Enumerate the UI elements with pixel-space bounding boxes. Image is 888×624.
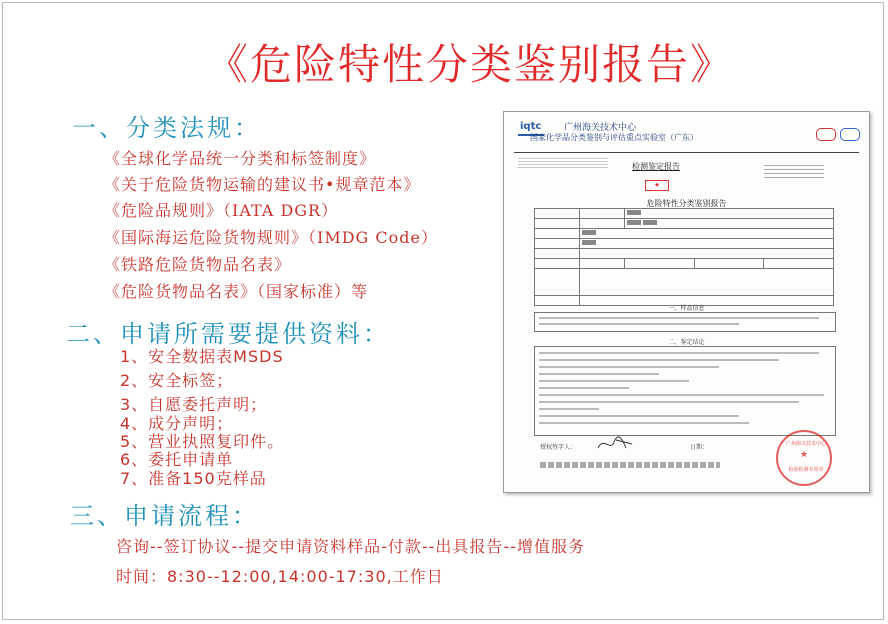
working-hours: 时间：8:30--12:00,14:00-17:30,工作日 [116,567,444,586]
regulation-item: 《铁路危险货物品名表》 [104,255,292,274]
footer-note [540,462,720,468]
regulation-item: 《危险货物品名表》（国家标准）等 [104,282,369,301]
material-item: 5、营业执照复印件。 [120,432,285,451]
sample-info-box [534,312,836,332]
report-number-lines [764,162,824,178]
material-item: 1、安全数据表MSDS [120,347,284,366]
material-item: 2、安全标签； [120,371,234,390]
signer-label: 授权签字人： [540,444,577,451]
regulation-item: 《关于危险货物运输的建议书•规章范本》 [104,175,421,194]
cnas-logo-icon [840,128,860,141]
process-flow: 咨询--签订协议--提交申请资料样品-付款--出具报告--增值服务 [116,537,585,556]
section-heading-materials: 二、申请所需要提供资料： [66,320,390,348]
section-heading-process: 三、申请流程： [70,502,259,530]
date-label: 日期： [690,444,709,451]
seal-subtext: 检验检测专用章 [788,467,824,473]
material-item: 4、成分声明； [120,414,234,433]
report-section-sample-info: 一、样品信息 [668,305,705,312]
conclusion-box [534,346,836,436]
regulation-item: 《危险品规则》（IATA DGR） [104,201,339,220]
seal-text: 广州海关技术中心 [785,441,826,447]
signature-mark [596,434,636,454]
page-title: 《危险特性分类鉴别报告》 [205,40,734,89]
sample-report-image [503,111,870,493]
report-subtitle: 危险特性分类鉴别报告 [646,199,727,208]
material-item: 3、自愿委托声明； [120,395,268,414]
iqtc-logo: iqtc [520,121,542,132]
report-org-name: 广州海关技术中心 [564,123,637,133]
report-lab-name: 国家化学品分类鉴别与评估重点实验室（广东） [530,133,698,142]
regulation-item: 《国际海运危险货物规则》（IMDG Code） [104,228,438,247]
material-item: 6、委托申请单 [120,450,234,469]
section-heading-regulations: 一、分类法规： [72,114,261,142]
red-seal-stamp [776,430,832,486]
regulation-item: 《全球化学品统一分类和标签制度》 [104,149,377,168]
material-item: 7、准备150克样品 [120,469,267,488]
header-rule [514,152,859,153]
address-lines [518,156,608,168]
report-doc-title: 检测鉴定报告 [632,162,680,171]
ilac-logo-icon [816,128,836,141]
small-red-stamp: ◆ [645,180,669,191]
sample-info-table [534,208,834,306]
star-icon: ★ [800,450,809,460]
report-section-conclusion: 二、鉴定结论 [668,339,705,346]
